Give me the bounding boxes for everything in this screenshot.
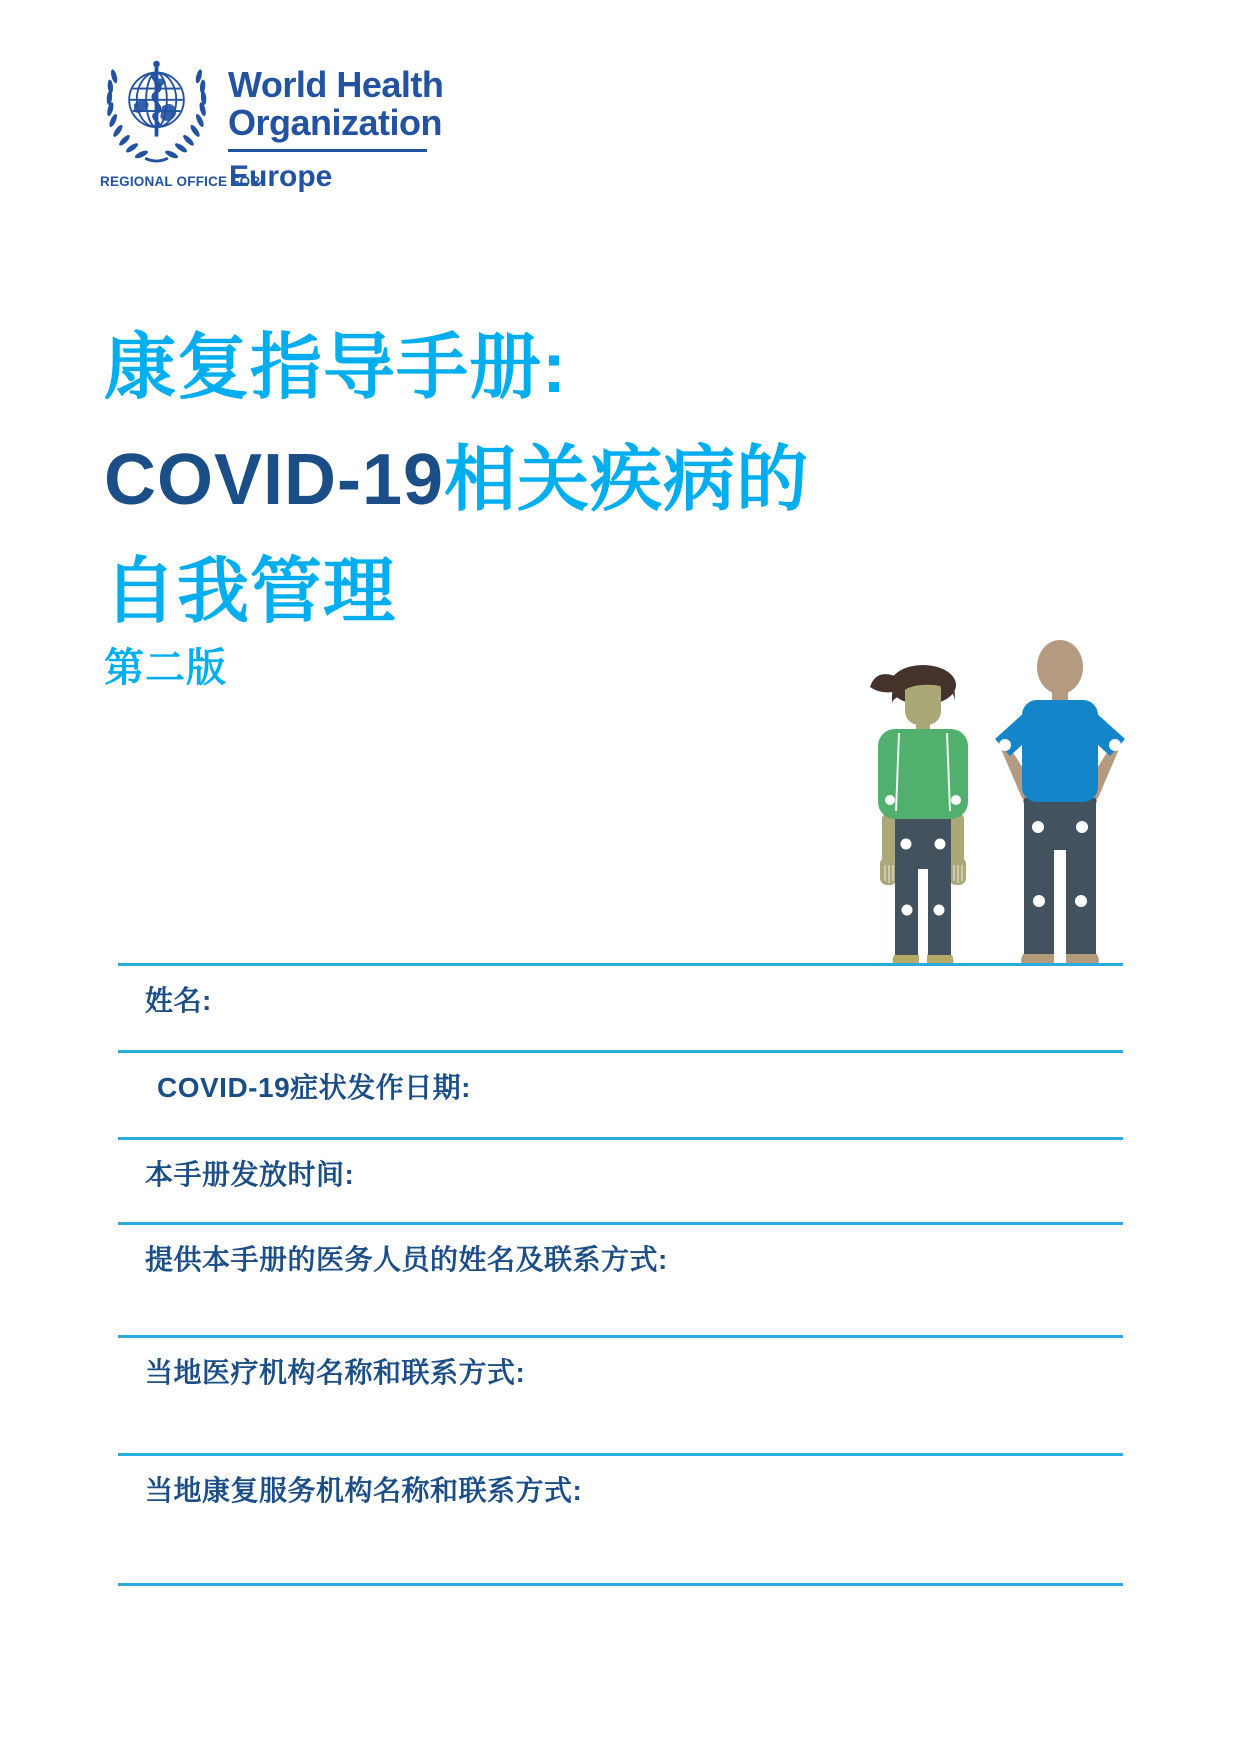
who-regional-office: [100, 160, 440, 194]
logo-divider: [228, 149, 427, 152]
form-bottom-line: [118, 1583, 1123, 1586]
man-figure: [995, 640, 1125, 965]
field-health-worker-contact: [118, 1222, 1123, 1335]
field-name-label: 姓名:: [145, 985, 212, 1016]
field-name: [118, 963, 1123, 1050]
who-org-name-line1: World Health: [228, 64, 444, 105]
regional-office-region: Europe: [229, 160, 333, 193]
who-emblem-icon: [100, 57, 213, 169]
field-booklet-issue-date-label: 本手册发放时间:: [145, 1159, 355, 1190]
field-health-worker-contact-label: 提供本手册的医务人员的姓名及联系方式:: [145, 1244, 668, 1275]
regional-office-prefix: REGIONAL OFFICE FOR: [100, 174, 261, 189]
field-local-medical-facility: [118, 1335, 1123, 1453]
who-org-name-line2: Organization: [228, 102, 443, 143]
two-people-illustration: [860, 638, 1140, 968]
field-local-rehab-service: [118, 1453, 1123, 1583]
edition-label: 第二版: [104, 646, 227, 690]
woman-figure: [870, 665, 968, 965]
field-booklet-issue-date: [118, 1137, 1123, 1222]
document-title: [104, 312, 809, 690]
title-line-3: 自我管理: [104, 552, 397, 632]
field-symptom-onset-date: [118, 1050, 1123, 1137]
field-symptom-onset-date-label: COVID-19症状发作日期:: [157, 1072, 471, 1103]
who-org-name: [228, 66, 443, 142]
title-covid-text: COVID-19: [104, 440, 445, 520]
title-line-1: 康复指导手册:: [104, 328, 567, 408]
patient-info-form: [118, 963, 1123, 1586]
title-line-2: [104, 424, 809, 536]
field-local-medical-facility-label: 当地医疗机构名称和联系方式:: [145, 1357, 526, 1388]
title-line-2-light: 相关疾病的: [444, 440, 810, 520]
field-local-rehab-service-label: 当地康复服务机构名称和联系方式:: [145, 1475, 583, 1506]
